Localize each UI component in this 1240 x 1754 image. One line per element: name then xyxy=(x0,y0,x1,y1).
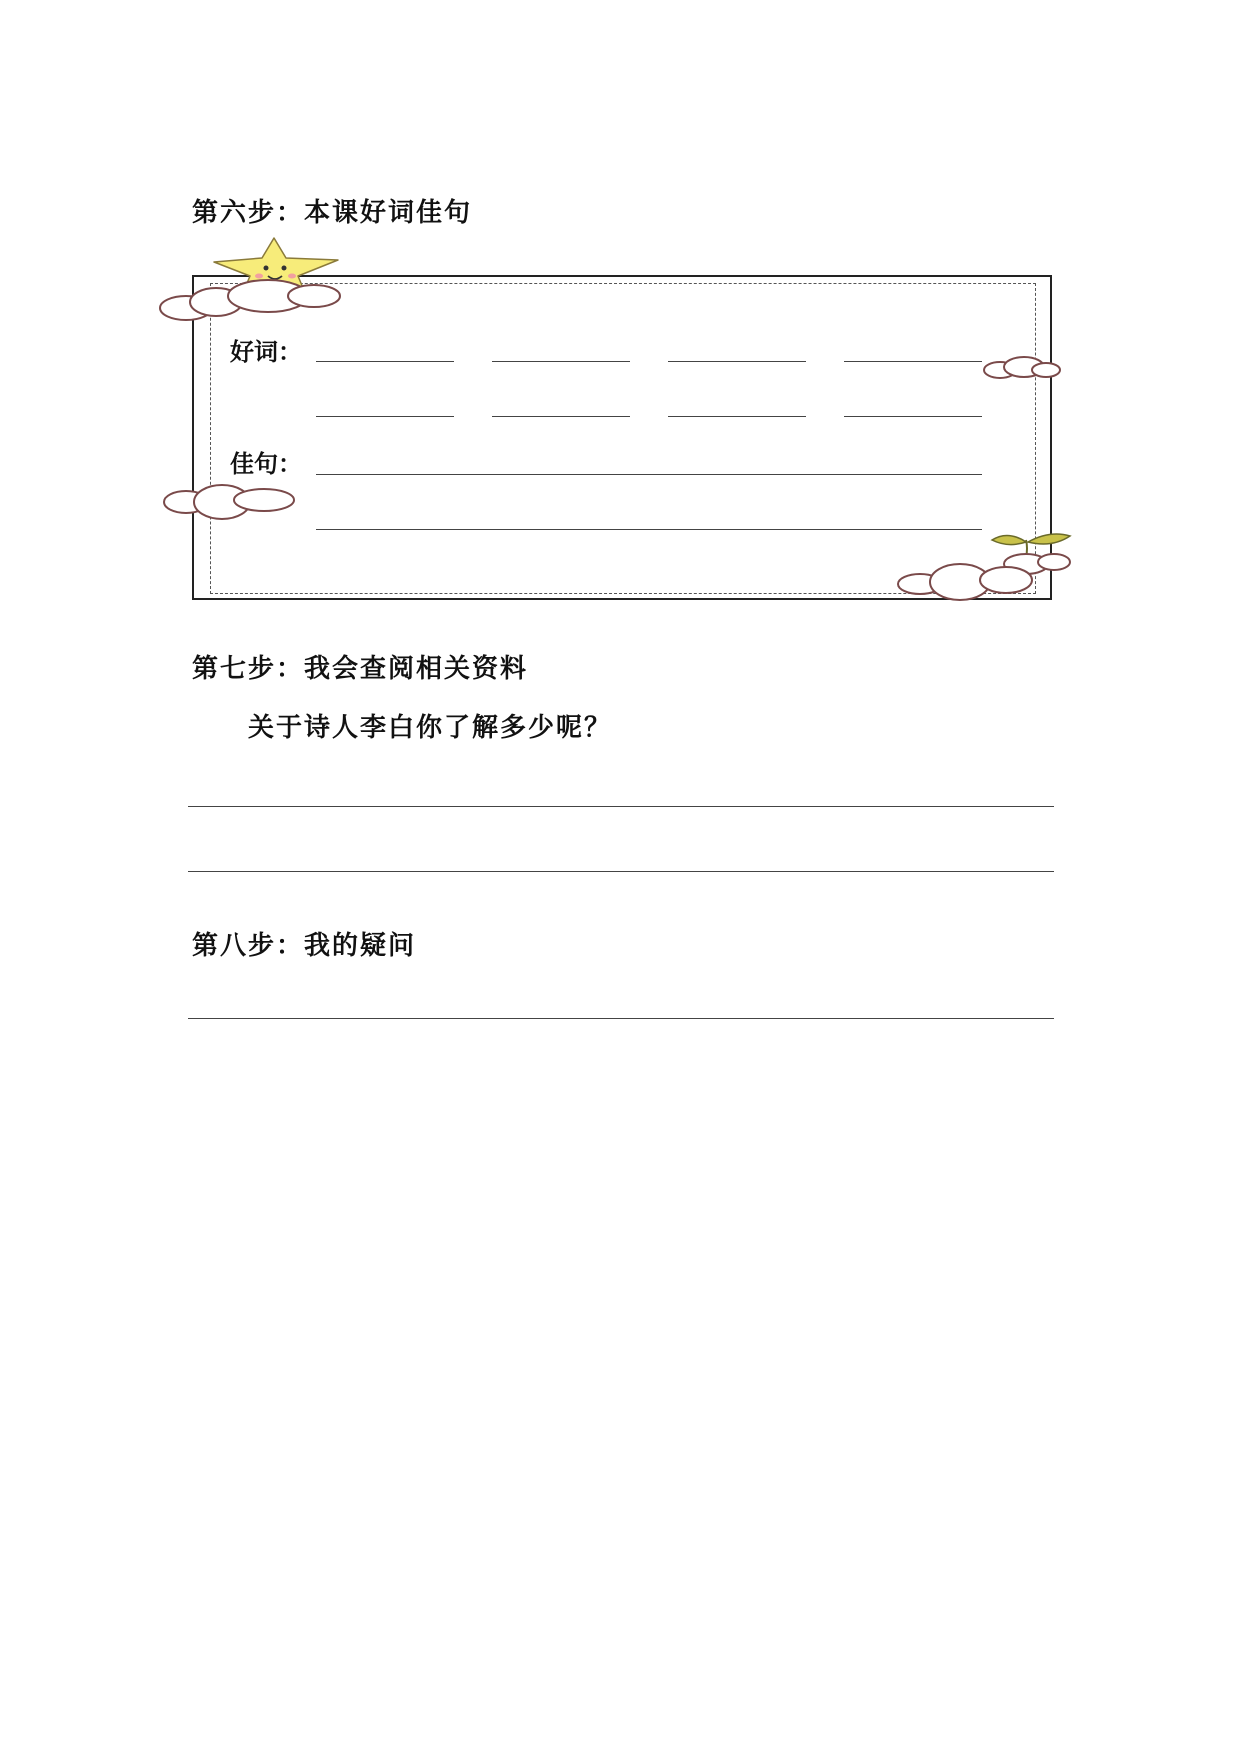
word-blank[interactable] xyxy=(316,361,454,362)
question-answer-line[interactable] xyxy=(188,1018,1054,1019)
step6-heading: 第六步：本课好词佳句 xyxy=(192,198,473,228)
word-blank[interactable] xyxy=(492,416,630,417)
sentence-blank[interactable] xyxy=(316,474,982,475)
answer-line[interactable] xyxy=(188,871,1054,872)
word-blank[interactable] xyxy=(844,361,982,362)
word-blank[interactable] xyxy=(492,361,630,362)
cloud-icon xyxy=(160,480,300,525)
step8-heading: 第八步：我的疑问 xyxy=(192,931,417,961)
cloud-icon xyxy=(894,548,1074,604)
step7-question: 关于诗人李白你了解多少呢？ xyxy=(248,713,613,743)
word-blank[interactable] xyxy=(668,361,806,362)
good-words-label: 好词： xyxy=(230,337,302,366)
good-sentences-label: 佳句： xyxy=(230,449,302,478)
step7-heading: 第七步：我会查阅相关资料 xyxy=(192,654,529,684)
word-blank[interactable] xyxy=(316,416,454,417)
cloud-icon xyxy=(156,276,346,326)
answer-line[interactable] xyxy=(188,806,1054,807)
word-blank[interactable] xyxy=(668,416,806,417)
sentence-blank[interactable] xyxy=(316,529,982,530)
cloud-icon xyxy=(982,354,1062,384)
word-blank[interactable] xyxy=(844,416,982,417)
